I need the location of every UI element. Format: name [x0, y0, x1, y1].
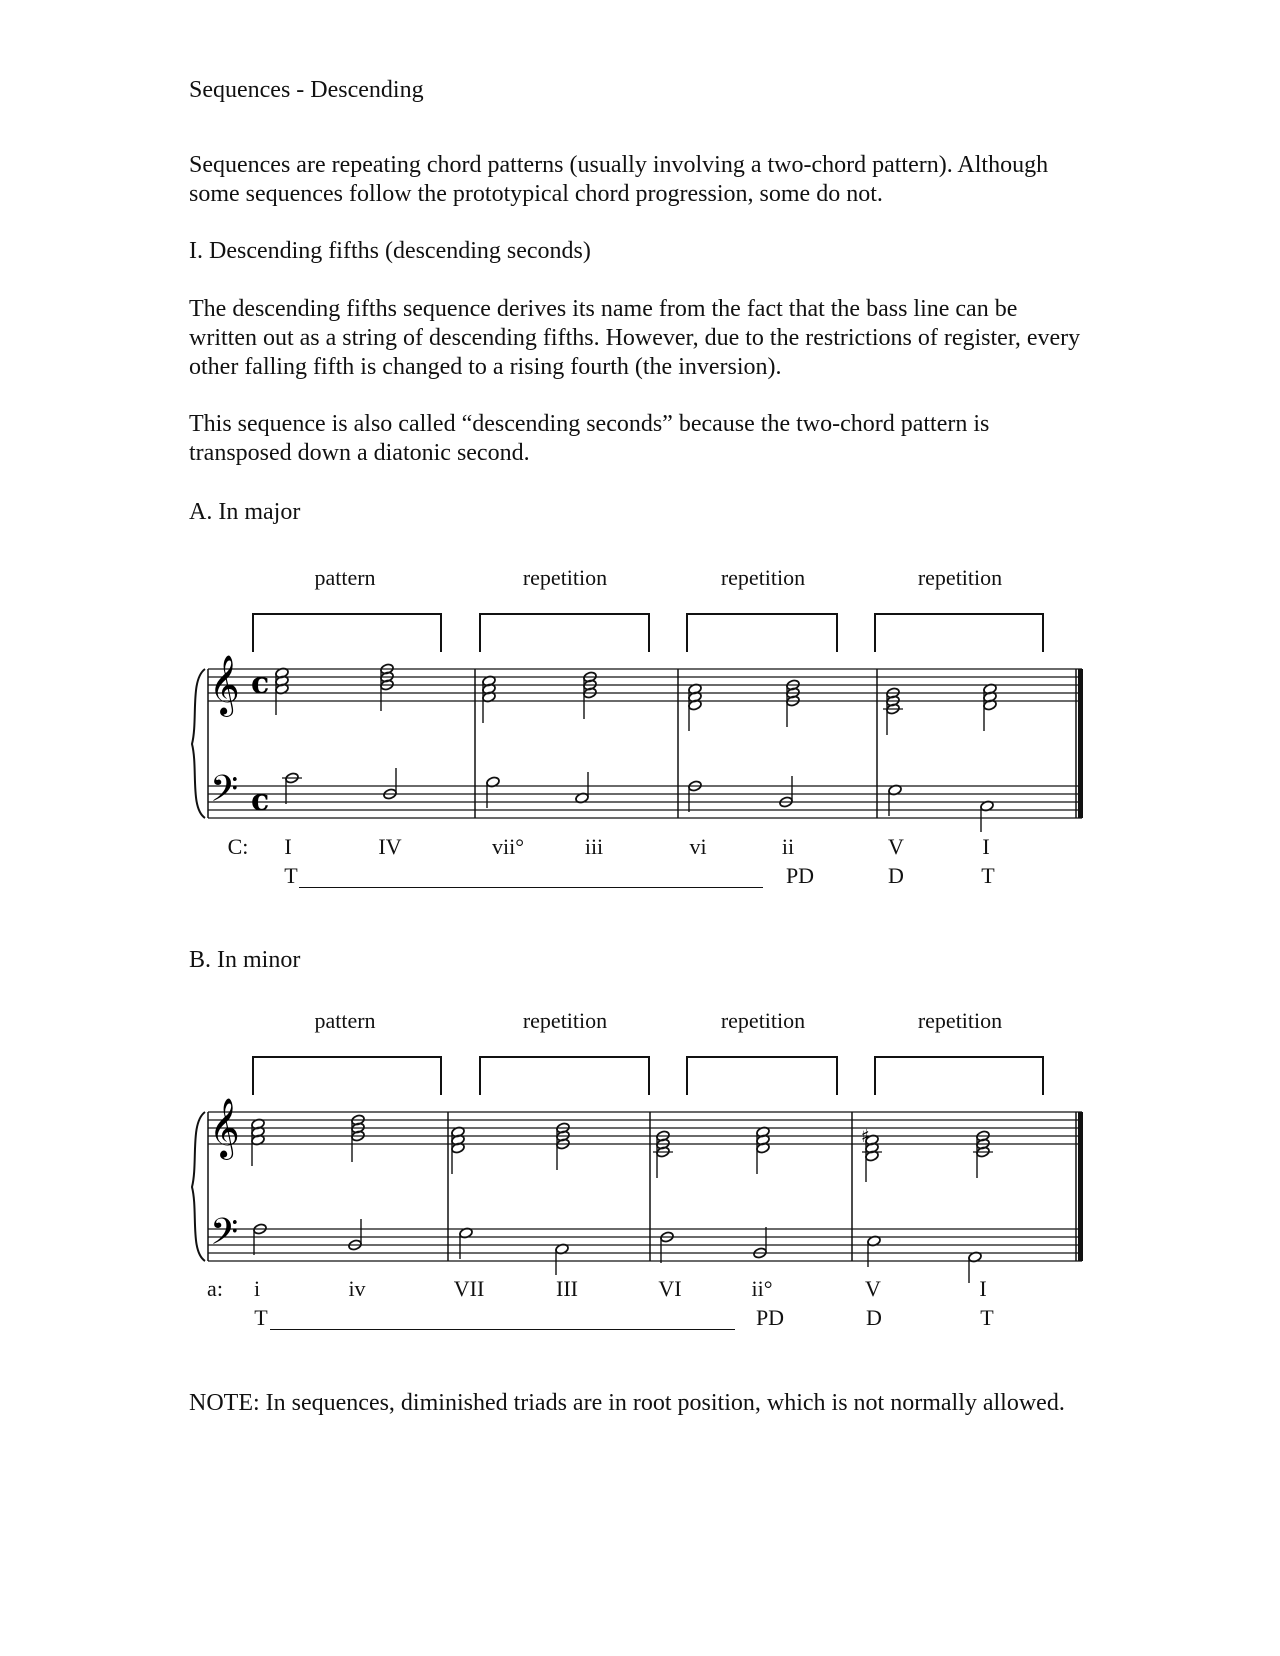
sharp-accidental: ♯ [861, 1126, 870, 1147]
brace [192, 669, 205, 818]
major-score [0, 600, 1280, 830]
note-layer [275, 663, 998, 832]
group-brackets [253, 614, 1043, 652]
bass-staff [208, 786, 1082, 818]
roman-numeral: vii° [491, 834, 525, 859]
treble-chord [973, 1130, 993, 1178]
major-heading: A. In major [189, 499, 301, 525]
roman-numeral: VII [453, 1276, 485, 1301]
bass-note [282, 772, 302, 804]
treble-chord [883, 687, 903, 735]
bass-note [348, 1219, 363, 1251]
group-brackets [253, 1057, 1043, 1095]
roman-numeral: ii [781, 834, 795, 859]
roman-numeral: iv [348, 1276, 366, 1301]
bass-clef: 𝄢 [210, 1211, 239, 1262]
bass-note [660, 1231, 675, 1263]
treble-clef: 𝄞 [209, 1098, 240, 1158]
roman-numeral: I [979, 1276, 987, 1301]
page-title: Sequences - Descending [189, 77, 424, 103]
minor-score [0, 1045, 1280, 1275]
function-label: T [981, 863, 995, 888]
section-heading: I. Descending fifths (descending seconds) [189, 238, 591, 264]
treble-chord [688, 683, 703, 731]
brace [192, 1112, 205, 1261]
note-layer [251, 1114, 993, 1283]
roman-numeral: i [253, 1276, 261, 1301]
function-label: PD [755, 1305, 785, 1330]
bass-note [555, 1243, 570, 1275]
roman-numeral: I [982, 834, 990, 859]
bass-staff [208, 1229, 1082, 1261]
bass-note [486, 776, 501, 808]
treble-clef: 𝄞 [209, 655, 240, 715]
treble-chord [380, 663, 395, 711]
function-label: T [254, 1305, 268, 1330]
group-label: pattern [314, 565, 376, 590]
group-label: repetition [522, 565, 608, 590]
key-label: a: [207, 1276, 223, 1301]
bass-note [688, 780, 703, 812]
treble-staff [208, 1112, 1082, 1144]
treble-chord [786, 679, 801, 727]
roman-numeral: I [284, 834, 292, 859]
function-label: D [888, 863, 904, 888]
bass-note [980, 800, 995, 832]
bass-note [383, 768, 398, 800]
roman-numeral: V [865, 1276, 881, 1301]
treble-chord [983, 683, 998, 731]
treble-chord [275, 667, 290, 715]
roman-numeral: VI [658, 1276, 682, 1301]
major-analysis [0, 834, 1280, 894]
bass-note [253, 1223, 268, 1255]
treble-chord [653, 1130, 673, 1178]
group-label: repetition [917, 1008, 1003, 1033]
treble-chord [482, 675, 497, 723]
function-label: D [866, 1305, 882, 1330]
treble-chord [583, 671, 598, 719]
bass-note [888, 784, 903, 816]
treble-chord [251, 1118, 266, 1166]
tonic-extension-line [299, 887, 763, 888]
bass-clef: 𝄢 [210, 768, 239, 819]
section-paragraph-2: This sequence is also called “descending seconds” because the two-chord pattern is transposed down a diatonic second. [189, 411, 990, 466]
note-paragraph: NOTE: In sequences, diminished triads are in root position, which is not normally allowed. [189, 1390, 1065, 1416]
treble-staff [208, 669, 1082, 701]
final-barline-thick [1078, 669, 1083, 818]
time-signature: c [251, 783, 270, 818]
minor-heading: B. In minor [189, 947, 301, 973]
group-label: repetition [720, 565, 806, 590]
roman-numeral: IV [378, 834, 402, 859]
group-label: repetition [720, 1008, 806, 1033]
treble-chord [451, 1126, 466, 1174]
bass-note [753, 1227, 768, 1259]
group-label: repetition [522, 1008, 608, 1033]
function-label: T [980, 1305, 994, 1330]
treble-chord [351, 1114, 366, 1162]
roman-numeral: ii° [751, 1276, 773, 1301]
function-label: PD [785, 863, 815, 888]
treble-chord [556, 1122, 571, 1170]
minor-analysis [0, 1276, 1280, 1336]
group-label: repetition [917, 565, 1003, 590]
key-label: C: [227, 834, 249, 859]
bass-note [459, 1227, 474, 1259]
roman-numeral: III [556, 1276, 578, 1301]
tonic-extension-line [270, 1329, 735, 1330]
roman-numeral: V [888, 834, 904, 859]
roman-numeral: iii [584, 834, 604, 859]
final-barline-thick [1078, 1112, 1083, 1261]
group-label: pattern [314, 1008, 376, 1033]
roman-numeral: vi [689, 834, 707, 859]
intro-paragraph: Sequences are repeating chord patterns (usually involving a two-chord pattern). Although some sequences follow the prototypical chord progression, some do not. [189, 152, 1049, 207]
section-paragraph-1: The descending fifths sequence derives its name from the fact that the bass line can be written out as a string of descending fifths. However, due to the restrictions of register, every other falling fifth is changed to a rising fourth (the inversion). [189, 296, 1081, 380]
bass-note [867, 1235, 882, 1267]
bass-note [779, 776, 794, 808]
time-signature: c [251, 666, 270, 701]
treble-chord [756, 1126, 771, 1174]
bass-note [575, 772, 590, 804]
function-label: T [284, 863, 298, 888]
